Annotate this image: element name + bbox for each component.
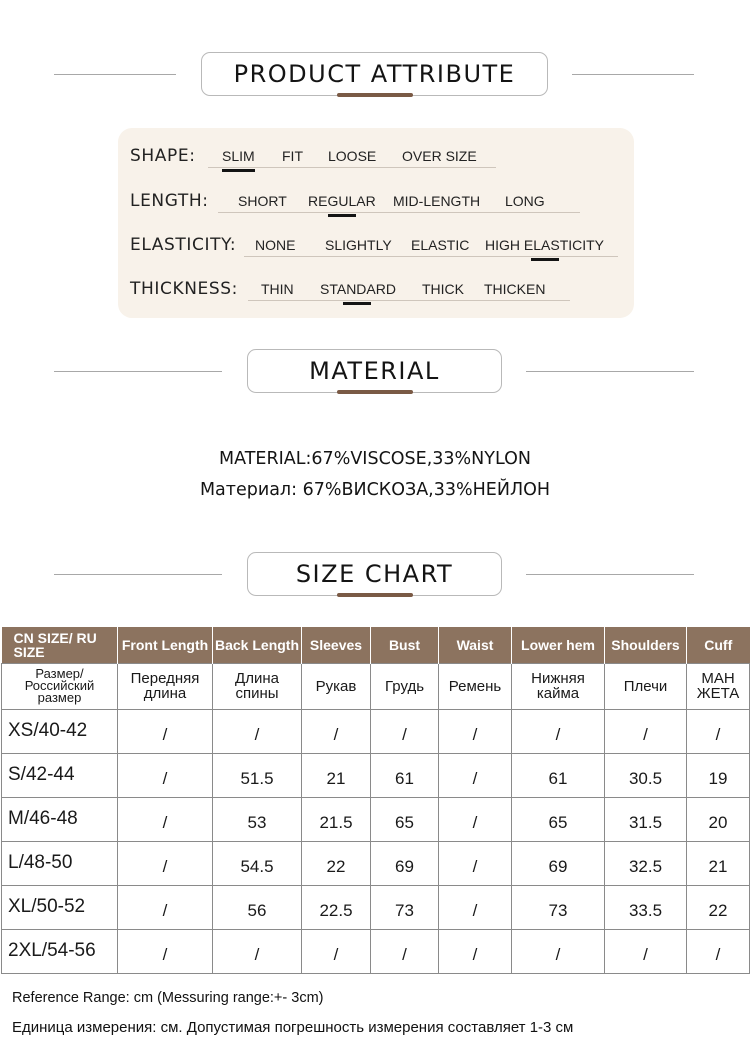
table-cell: / — [118, 753, 213, 797]
table-cell: / — [439, 929, 512, 973]
table-cell: 21 — [302, 753, 371, 797]
selected-mark — [343, 302, 371, 305]
material-header — [0, 349, 750, 397]
table-cell: 20 — [687, 797, 750, 841]
measurement-note-ru: Единица измерения: см. Допустимая погрешность измерения составляет 1-3 см — [12, 1019, 574, 1036]
material-ru: Материал: 67%ВИСКОЗА,33%НЕЙЛОН — [199, 480, 551, 500]
product-attribute-header — [0, 52, 750, 100]
table-cell: / — [605, 929, 687, 973]
ru-column-header: Грудь — [371, 663, 439, 709]
size-chart-table — [1, 627, 750, 974]
section-title-pill — [201, 52, 548, 96]
ru-column-header: Рукав — [302, 663, 371, 709]
title-accent-bar — [337, 593, 413, 597]
attr-option: LOOSE — [328, 148, 377, 164]
title-accent-bar — [337, 93, 413, 97]
attr-underline — [218, 212, 580, 213]
table-cell: 33.5 — [605, 885, 687, 929]
attr-option: MID-LENGTH — [393, 193, 481, 209]
section-title-pill — [247, 552, 502, 596]
attr-option: THICK — [422, 281, 464, 297]
table-row — [2, 885, 750, 929]
table-cell: / — [302, 929, 371, 973]
attr-option: FIT — [282, 148, 303, 164]
ru-column-header: Размер/ Российский размер — [2, 663, 118, 709]
table-ru-header-row — [2, 663, 750, 709]
divider-left — [54, 371, 222, 372]
table-cell: 56 — [213, 885, 302, 929]
column-header: Shoulders — [605, 627, 687, 663]
attr-option: SHORT — [238, 193, 287, 209]
divider-right — [526, 574, 694, 575]
material-en: MATERIAL:67%VISCOSE,33%NYLON — [219, 449, 531, 469]
attr-option: LONG — [505, 193, 545, 209]
attr-option: THIN — [261, 281, 294, 297]
table-cell: / — [118, 929, 213, 973]
table-cell: 73 — [512, 885, 605, 929]
reference-range-note: Reference Range: cm (Messuring range:+- 3cm) — [12, 990, 324, 1006]
ru-column-header: Длина спины — [213, 663, 302, 709]
table-cell: 22.5 — [302, 885, 371, 929]
table-cell: 22 — [302, 841, 371, 885]
table-cell: / — [213, 709, 302, 753]
attr-row-thickness — [130, 271, 630, 301]
size-cell: M/46-48 — [2, 797, 118, 841]
ru-column-header: Ремень — [439, 663, 512, 709]
table-row — [2, 929, 750, 973]
selected-mark — [328, 214, 356, 217]
table-cell: / — [371, 709, 439, 753]
table-cell: / — [512, 709, 605, 753]
table-cell: / — [605, 709, 687, 753]
table-cell: 54.5 — [213, 841, 302, 885]
column-header: Front Length — [118, 627, 213, 663]
table-cell: / — [512, 929, 605, 973]
column-header: CN SIZE/ RU SIZE — [2, 627, 118, 663]
attr-label: SHAPE: — [130, 146, 196, 166]
column-header: Waist — [439, 627, 512, 663]
table-cell: 61 — [512, 753, 605, 797]
attr-option: NONE — [255, 237, 296, 253]
divider-left — [54, 574, 222, 575]
size-cell: S/42-44 — [2, 753, 118, 797]
selected-mark — [222, 169, 255, 172]
table-cell: 21.5 — [302, 797, 371, 841]
table-cell: / — [439, 797, 512, 841]
attr-row-shape — [130, 138, 630, 168]
table-row — [2, 841, 750, 885]
attr-row-elasticity — [130, 227, 630, 257]
divider-left — [54, 74, 176, 75]
attr-option: REGULAR — [308, 193, 376, 209]
table-cell: / — [118, 885, 213, 929]
table-cell: / — [687, 929, 750, 973]
table-cell: 65 — [512, 797, 605, 841]
table-cell: 21 — [687, 841, 750, 885]
ru-column-header: Передняя длина — [118, 663, 213, 709]
table-cell: / — [118, 841, 213, 885]
attr-option: HIGH ELASTICITY — [485, 237, 604, 253]
table-cell: / — [371, 929, 439, 973]
table-cell: / — [439, 709, 512, 753]
section-title: SIZE CHART — [295, 560, 454, 588]
table-cell: 51.5 — [213, 753, 302, 797]
column-header: Bust — [371, 627, 439, 663]
table-cell: / — [118, 709, 213, 753]
table-row — [2, 753, 750, 797]
attr-underline — [208, 167, 496, 168]
attr-row-length — [130, 183, 630, 213]
attr-option: STANDARD — [320, 281, 396, 297]
title-accent-bar — [337, 390, 413, 394]
attr-option: SLIGHTLY — [325, 237, 392, 253]
divider-right — [572, 74, 694, 75]
attr-option: THICKEN — [484, 281, 546, 297]
table-cell: 65 — [371, 797, 439, 841]
column-header: Back Length — [213, 627, 302, 663]
table-cell: / — [439, 885, 512, 929]
table-row — [2, 709, 750, 753]
size-chart-header — [0, 552, 750, 600]
table-cell: / — [687, 709, 750, 753]
section-title: MATERIAL — [309, 357, 440, 385]
table-cell: 69 — [512, 841, 605, 885]
attr-label: LENGTH: — [130, 191, 209, 211]
size-cell: XL/50-52 — [2, 885, 118, 929]
column-header: Lower hem — [512, 627, 605, 663]
attr-option: ELASTIC — [411, 237, 470, 253]
section-title-pill — [247, 349, 502, 393]
attr-underline — [244, 256, 618, 257]
ru-column-header: Плечи — [605, 663, 687, 709]
attribute-panel — [118, 128, 634, 318]
table-cell: / — [302, 709, 371, 753]
table-cell: / — [439, 753, 512, 797]
divider-right — [526, 371, 694, 372]
table-cell: / — [439, 841, 512, 885]
size-cell: L/48-50 — [2, 841, 118, 885]
table-cell: / — [118, 797, 213, 841]
attr-option: OVER SIZE — [402, 148, 477, 164]
column-header: Sleeves — [302, 627, 371, 663]
material-composition — [0, 444, 750, 506]
table-cell: 30.5 — [605, 753, 687, 797]
attr-label: ELASTICITY: — [130, 235, 237, 255]
section-title: PRODUCT ATTRIBUTE — [233, 60, 516, 88]
column-header: Cuff — [687, 627, 750, 663]
table-cell: 61 — [371, 753, 439, 797]
table-cell: 19 — [687, 753, 750, 797]
table-cell: 31.5 — [605, 797, 687, 841]
table-cell: 69 — [371, 841, 439, 885]
size-cell: 2XL/54-56 — [2, 929, 118, 973]
attr-underline — [248, 300, 570, 301]
ru-column-header: МАН ЖЕТА — [687, 663, 750, 709]
table-cell: 53 — [213, 797, 302, 841]
selected-mark — [531, 258, 559, 261]
table-row — [2, 797, 750, 841]
table-cell: 32.5 — [605, 841, 687, 885]
ru-column-header: Нижняя кайма — [512, 663, 605, 709]
attr-option: SLIM — [222, 148, 255, 164]
size-cell: XS/40-42 — [2, 709, 118, 753]
table-header-row — [2, 627, 750, 663]
table-cell: 73 — [371, 885, 439, 929]
table-cell: 22 — [687, 885, 750, 929]
table-cell: / — [213, 929, 302, 973]
attr-label: THICKNESS: — [130, 279, 238, 299]
